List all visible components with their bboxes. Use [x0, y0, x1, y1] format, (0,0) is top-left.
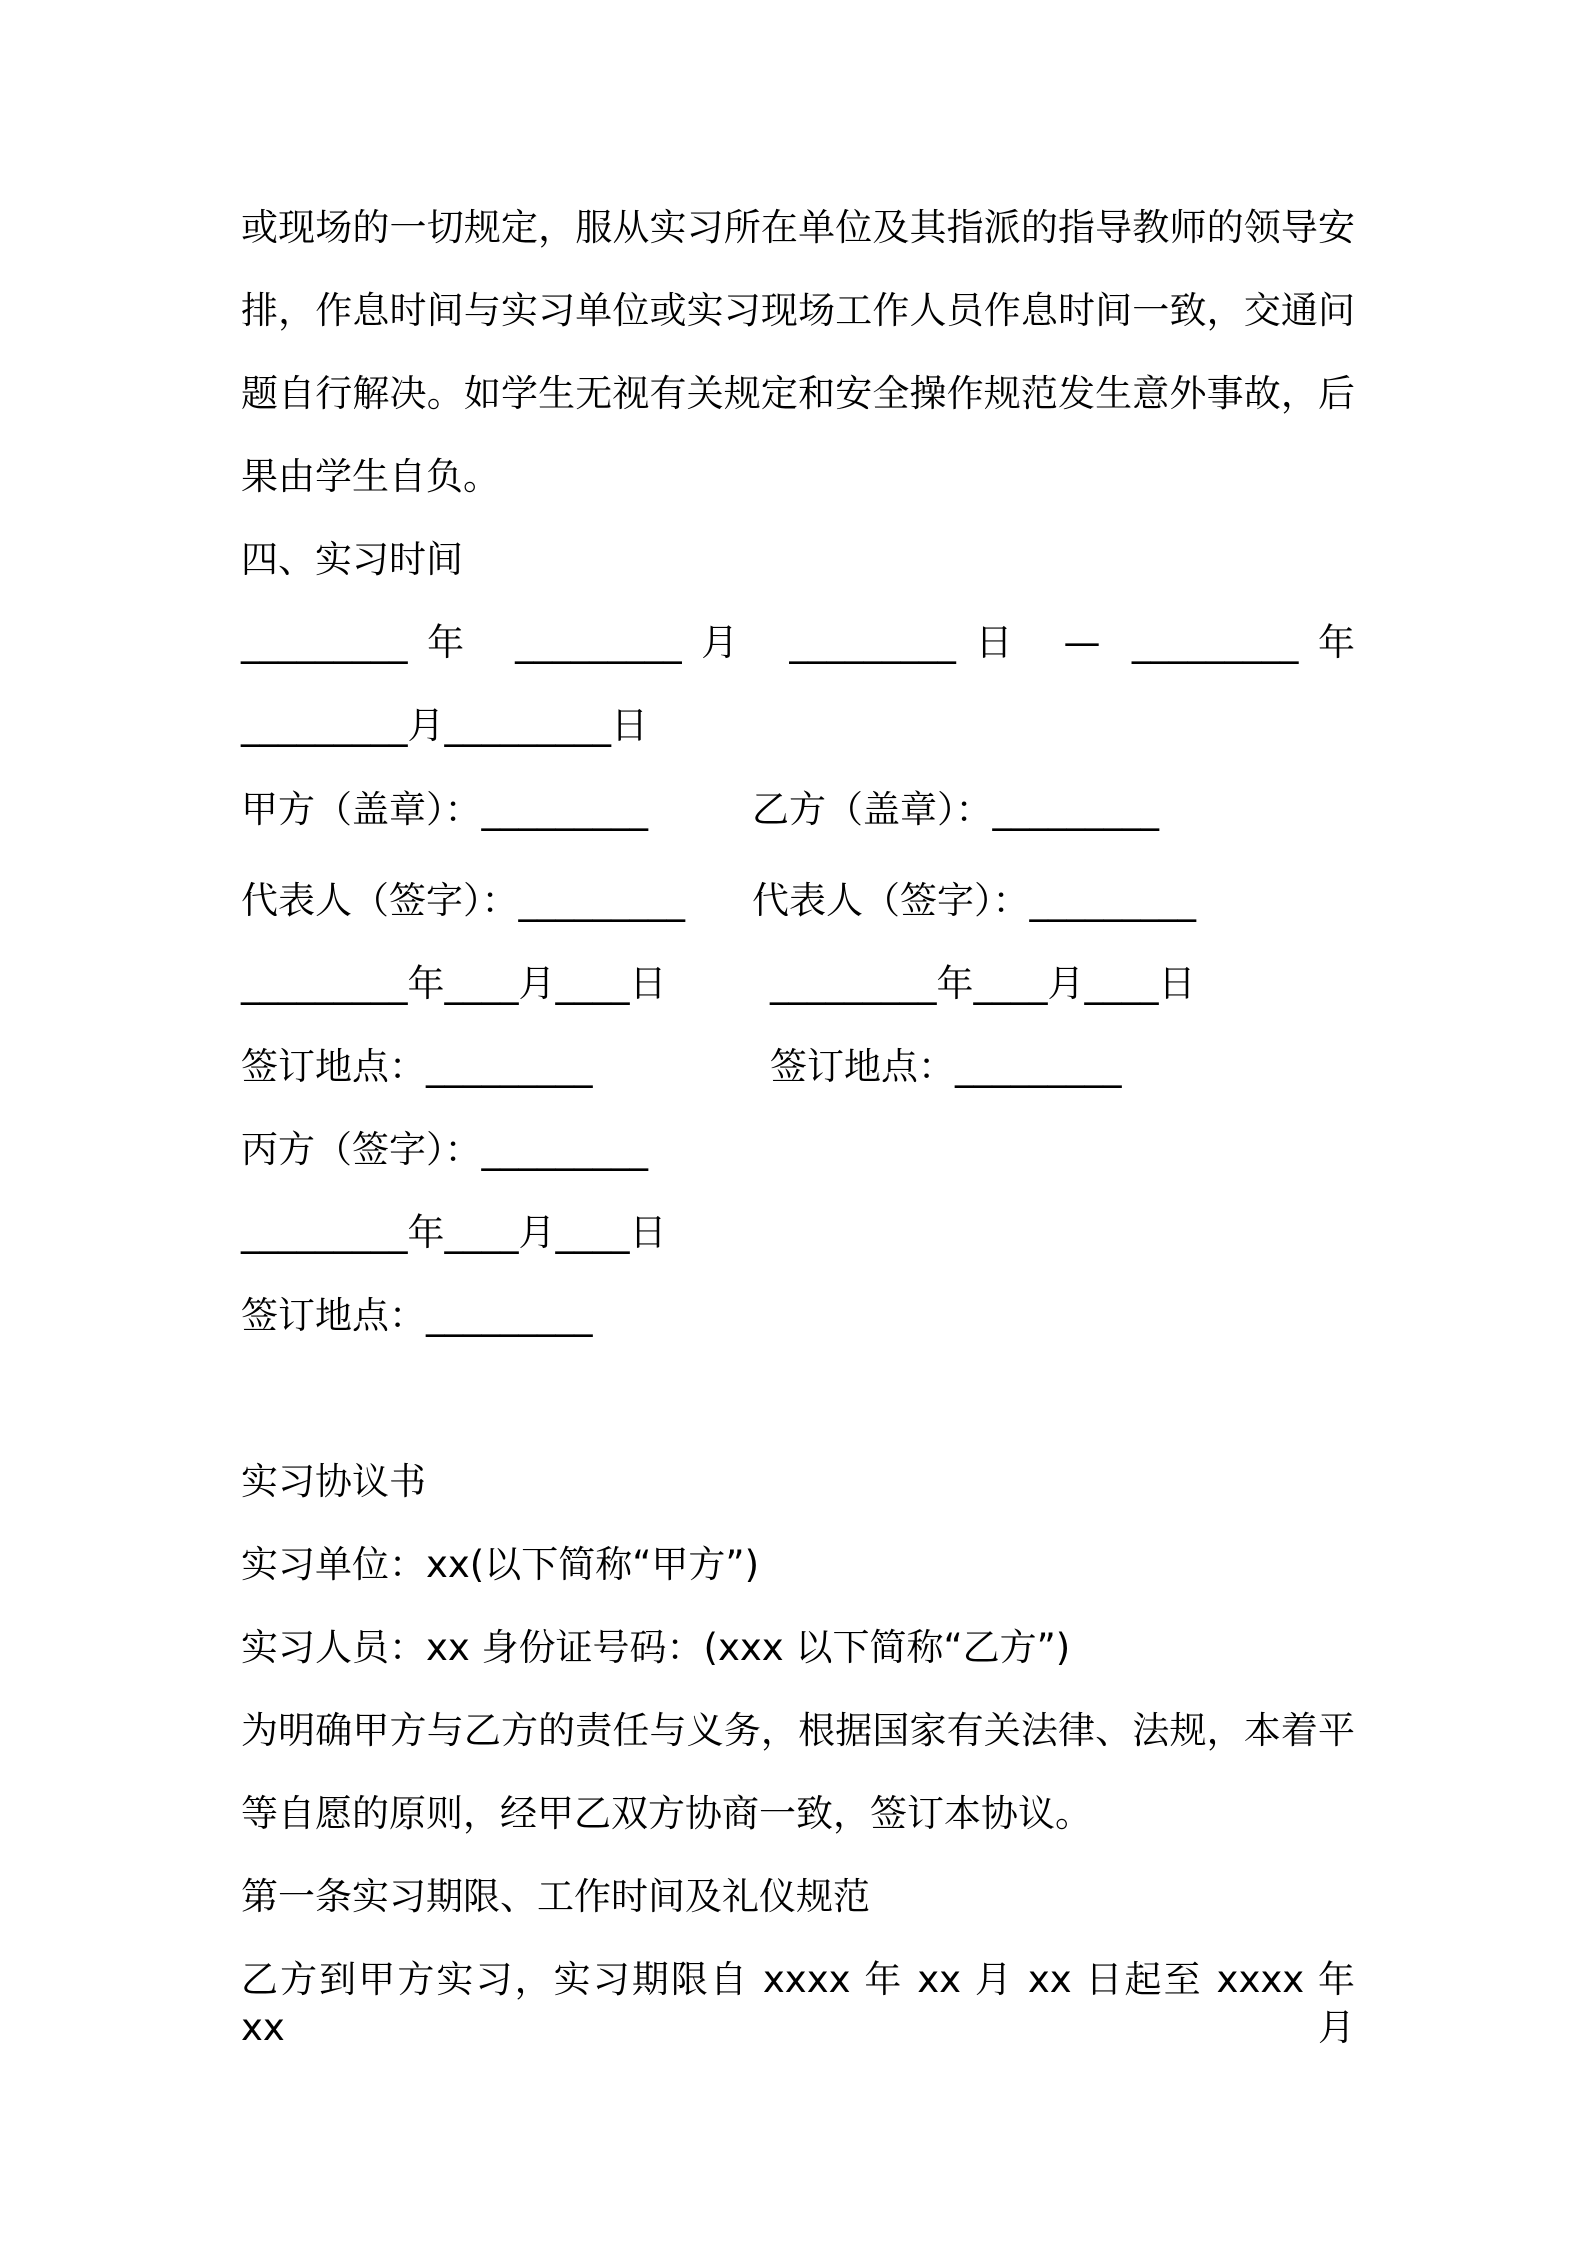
party-c-place: 签订地点：_________	[241, 1294, 593, 1337]
party-a-place: 签订地点：_________	[241, 1045, 593, 1088]
agreement-title: 实习协议书	[241, 1460, 426, 1503]
purpose-line: 等自愿的原则，经甲乙双方协商一致，签订本协议。	[241, 1792, 1092, 1835]
article-1-line: 乙方到甲方实习，实习期限自 xxxx 年 xx 月 xx 日起至 xxxx 年 xx 月	[241, 1958, 1355, 2049]
party-a-date: _________年____月____日	[241, 962, 667, 1005]
party-c-signature: 丙方（签字）：_________	[241, 1128, 648, 1171]
party-a-representative: 代表人（签字）：_________	[241, 879, 685, 922]
internship-time-line: _________月_________日	[241, 704, 648, 747]
paragraph-line: 排，作息时间与实习单位或实习现场工作人员作息时间一致，交通问	[241, 289, 1355, 332]
party-b-place: 签订地点：_________	[770, 1045, 1122, 1088]
section-heading-internship-time: 四、实习时间	[241, 538, 463, 581]
internship-unit-line: 实习单位：xx(以下简称“甲方”)	[241, 1543, 759, 1586]
paragraph-line: 果由学生自负。	[241, 455, 500, 498]
paragraph-line: 或现场的一切规定，服从实习所在单位及其指派的指导教师的领导安	[241, 206, 1355, 249]
party-b-date: _________年____月____日	[770, 962, 1196, 1005]
purpose-line: 为明确甲方与乙方的责任与义务，根据国家有关法律、法规，本着平	[241, 1709, 1355, 1752]
party-a-seal: 甲方（盖章）：_________	[241, 788, 648, 831]
article-1-heading: 第一条实习期限、工作时间及礼仪规范	[241, 1875, 870, 1918]
internship-time-line: _________年 _________月 _________日 — _________年	[241, 621, 1355, 664]
intern-person-line: 实习人员：xx 身份证号码：(xxx 以下简称“乙方”)	[241, 1626, 1071, 1669]
paragraph-line: 题自行解决。如学生无视有关规定和安全操作规范发生意外事故，后	[241, 372, 1355, 415]
party-b-representative: 代表人（签字）：_________	[752, 879, 1196, 922]
party-c-date: _________年____月____日	[241, 1211, 667, 1254]
party-b-seal: 乙方（盖章）：_________	[752, 788, 1159, 831]
